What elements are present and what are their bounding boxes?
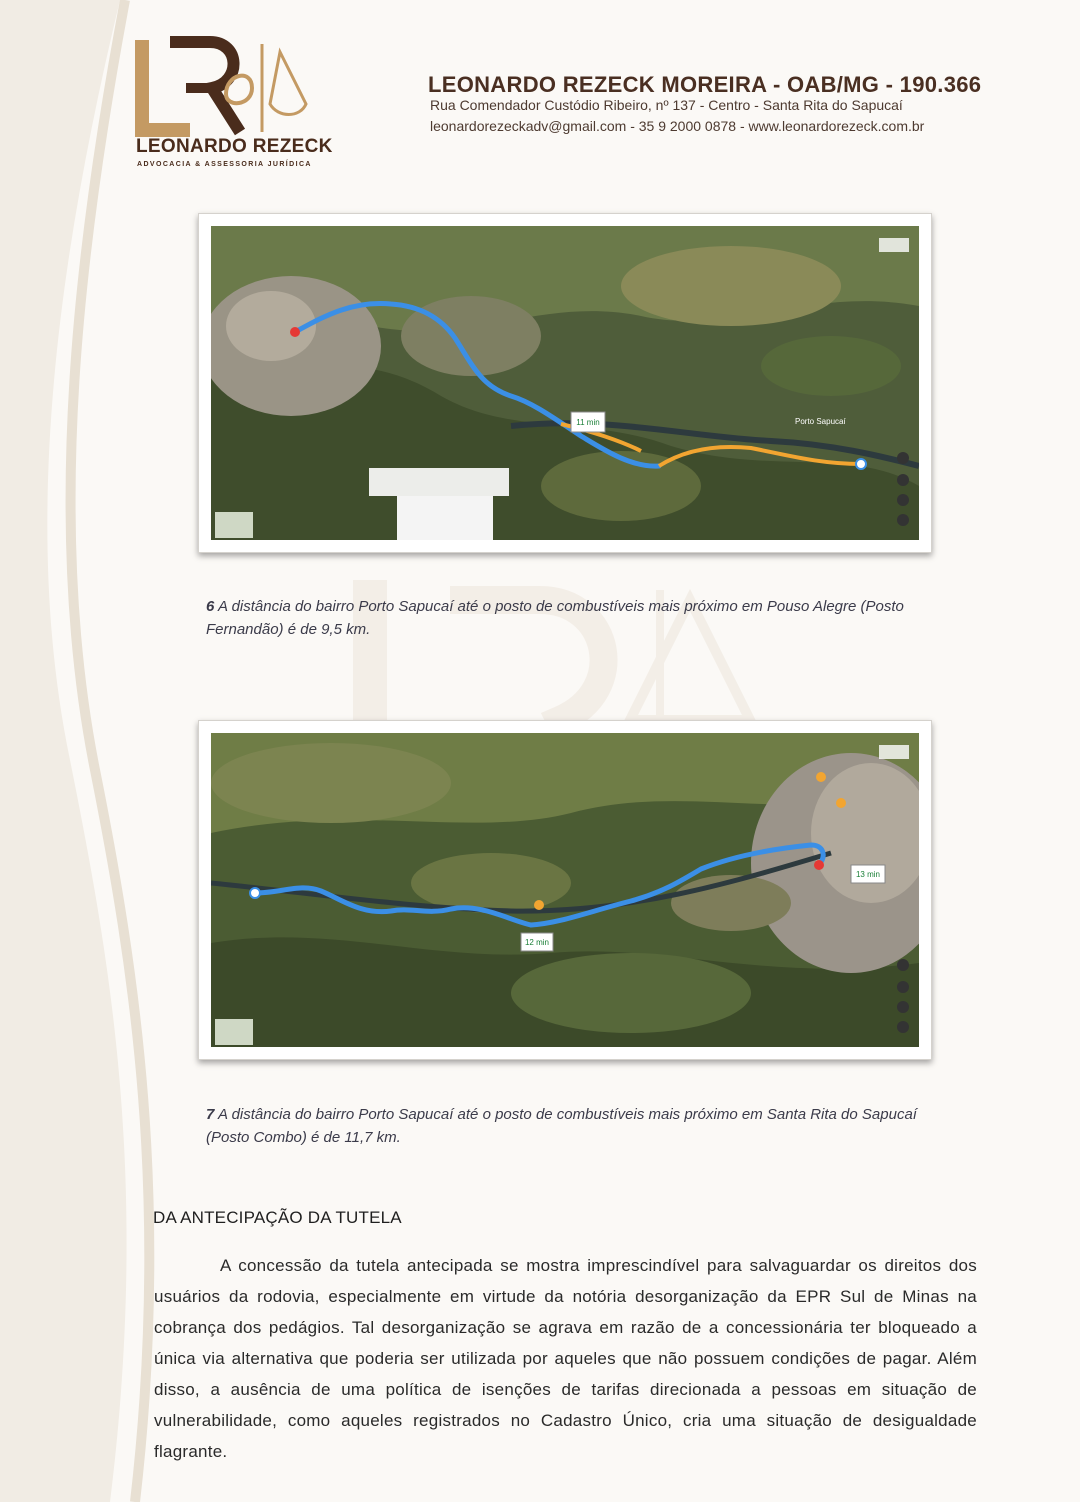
body-paragraph — [154, 1250, 977, 1467]
firm-contact: leonardorezeckadv@gmail.com - 35 9 2000 0878 - www.leonardorezeck.com.br — [430, 118, 925, 134]
satellite-map-1 — [211, 226, 919, 540]
figure-6-number: 6 — [206, 598, 215, 615]
figure-7-caption — [206, 1103, 946, 1149]
figure-7-text: A distância do bairro Porto Sapucaí até o posto de combustíveis mais próximo em Santa Rita do Sapucaí (Posto Combo) é de 11,7 km. — [206, 1106, 917, 1146]
firm-address: Rua Comendador Custódio Ribeiro, nº 137 - Centro - Santa Rita do Sapucaí — [430, 97, 903, 113]
map-figure-6 — [198, 213, 932, 553]
body-paragraph-text: A concessão da tutela antecipada se mostra imprescindível para salvaguardar os direitos dos usuários da rodovia, especialmente em virtude da notória desorganização da EPR Sul de Minas na cobrança dos pedágios. Tal desorganização se agrava em razão de a concessionária ter bloqueado a única via alternativa que poderia ser utilizada por aqueles que não possuem condições de pagar. Além disso, a ausência de uma política de isenções de tarifas direcionada a pessoas em situação de vulnerabilidade, como aqueles registrados no Cadastro Único, cria uma situação de desigualdade flagrante. — [154, 1256, 977, 1461]
section-title: DA ANTECIPAÇÃO DA TUTELA — [153, 1208, 402, 1227]
figure-6-text: A distância do bairro Porto Sapucaí até o posto de combustíveis mais próximo em Pouso Alegre (Posto Fernandão) é de 9,5 km. — [206, 598, 904, 638]
map-figure-7 — [198, 720, 932, 1060]
logo-name: LEONARDO REZECK — [136, 136, 333, 157]
map-route-time-label: 11 min — [576, 418, 600, 427]
map-place-label: Porto Sapucaí — [795, 417, 846, 426]
map-route-time-label-1: 12 min — [524, 938, 550, 947]
lawyer-name: LEONARDO REZECK MOREIRA - OAB/MG - 190.366 — [428, 72, 982, 97]
figure-6-caption — [206, 595, 946, 641]
map-route-time-label-2: 13 min — [855, 870, 881, 879]
logo-tagline: ADVOCACIA & ASSESSORIA JURÍDICA — [137, 161, 312, 168]
satellite-map-2 — [211, 733, 919, 1047]
figure-7-number: 7 — [206, 1106, 215, 1123]
